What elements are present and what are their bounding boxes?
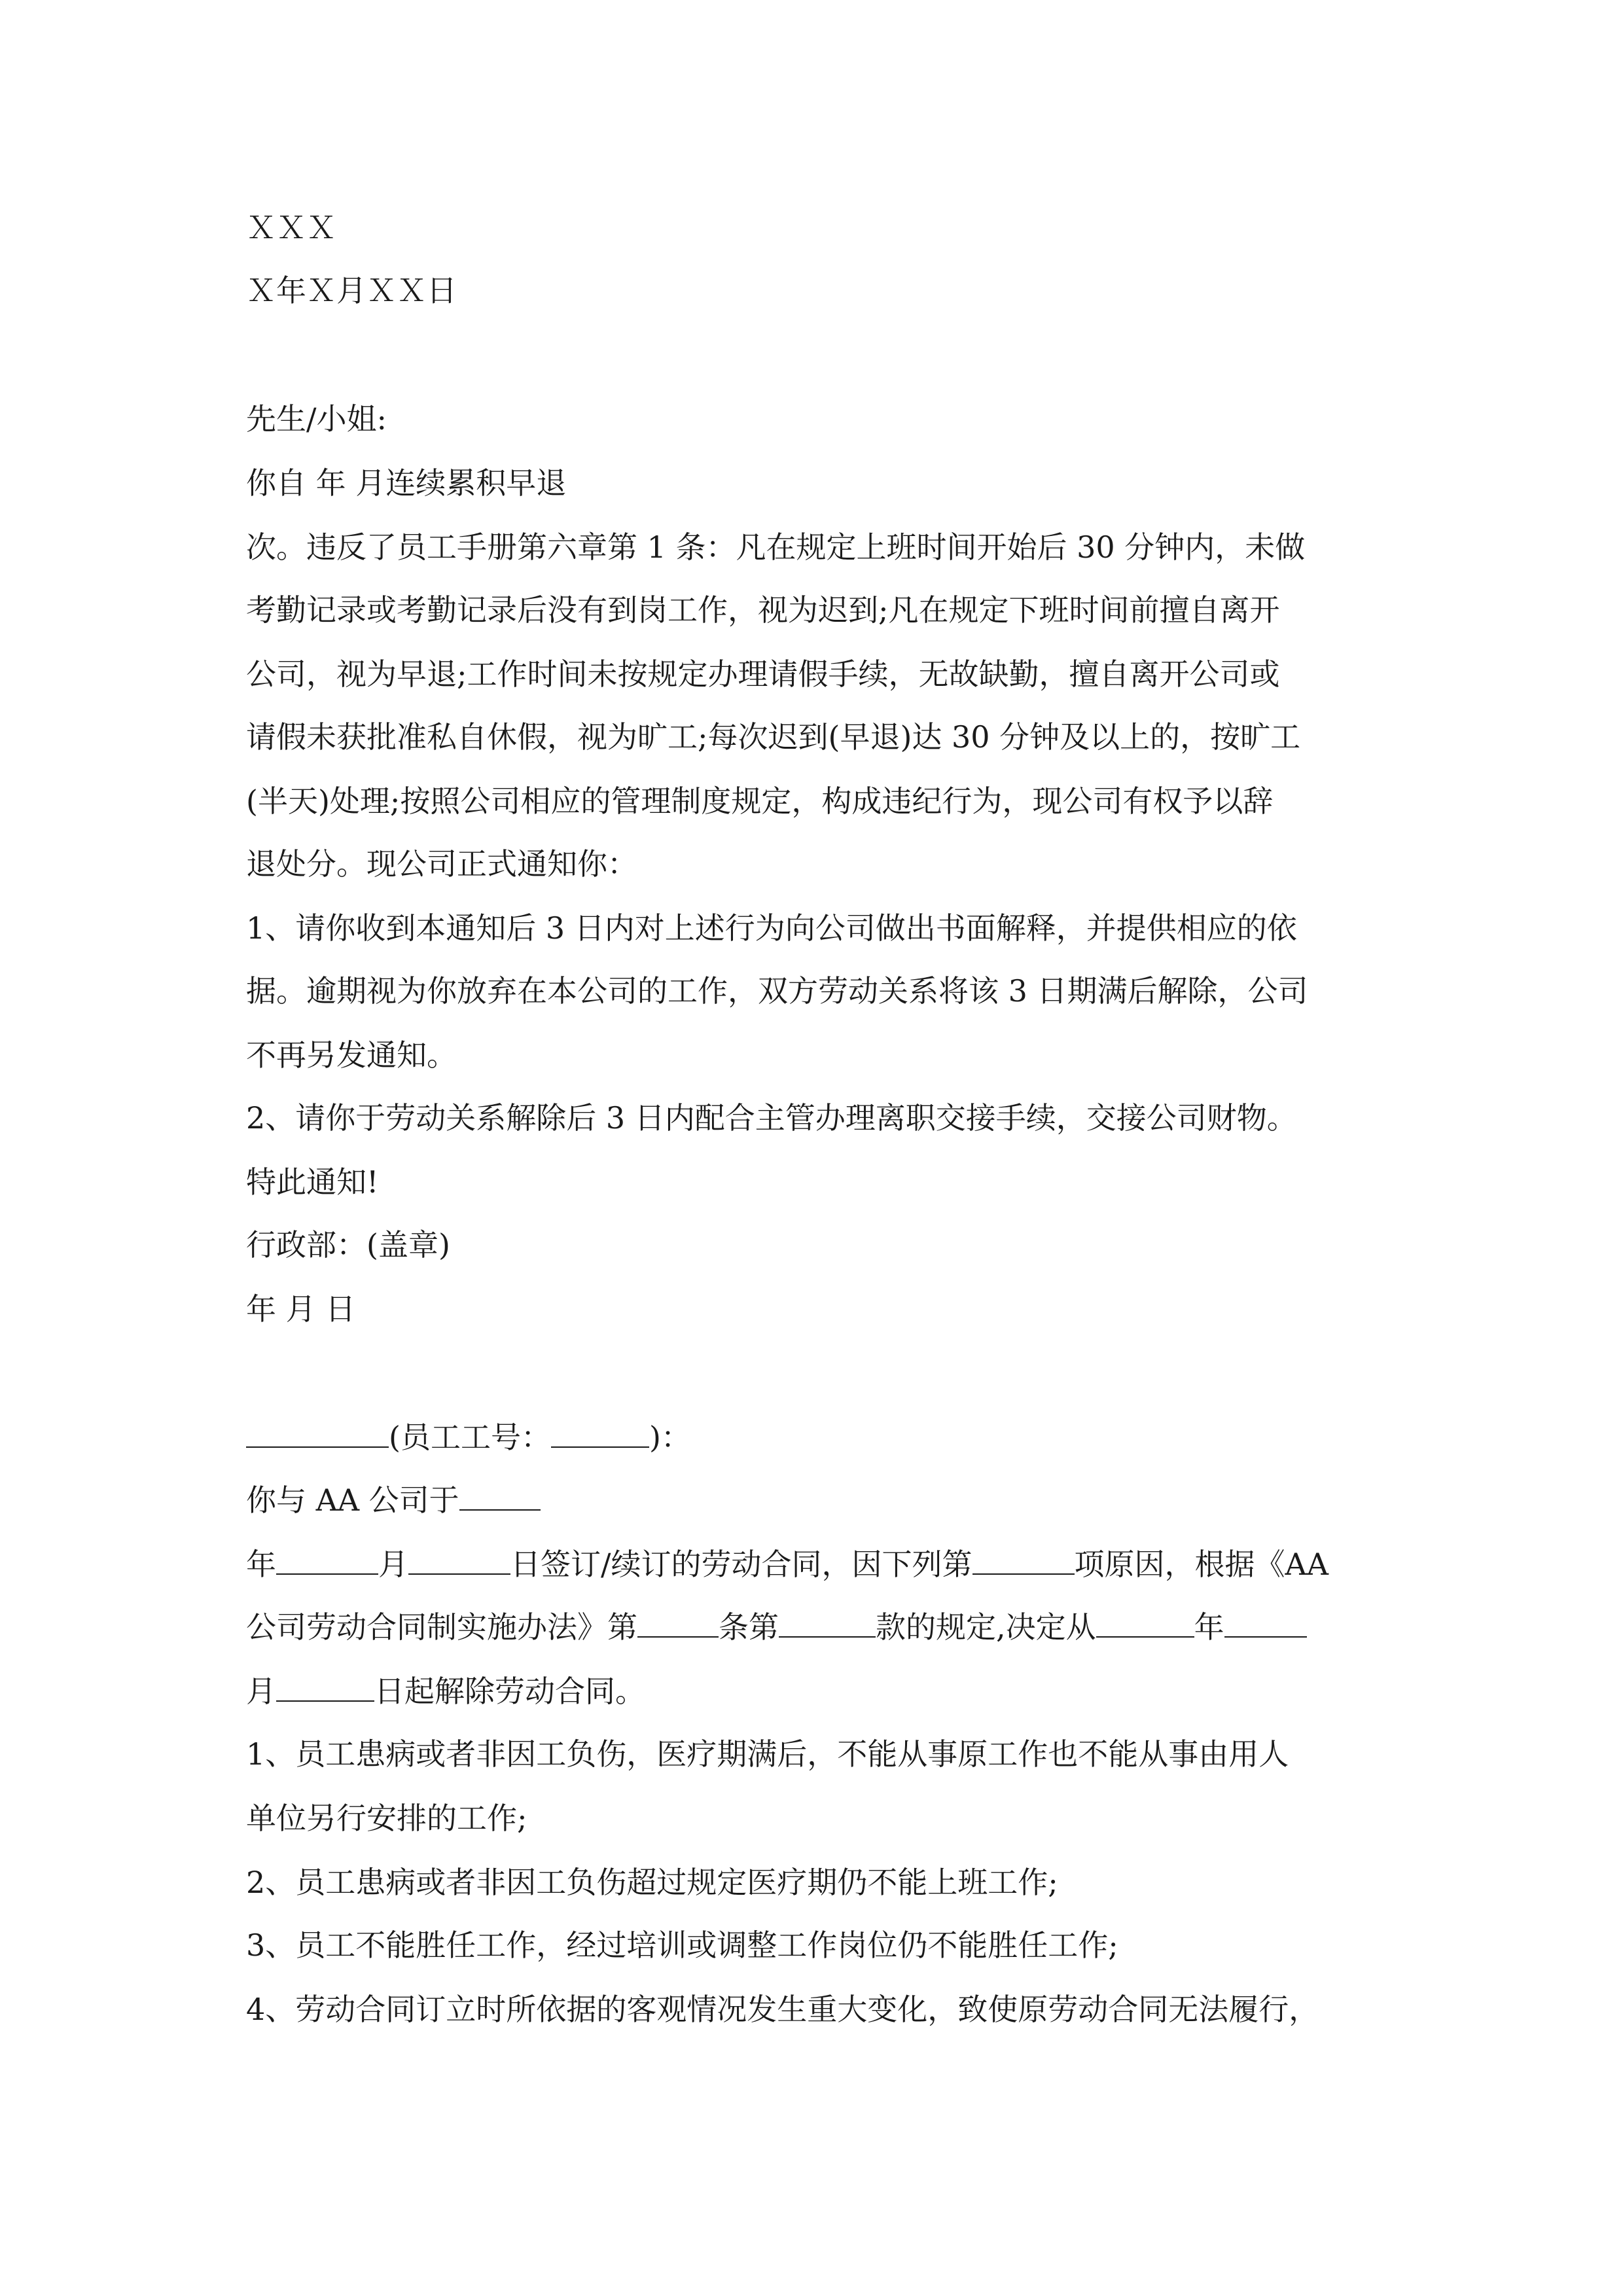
contract-text: 月 (246, 1674, 276, 1709)
contract-text: 公司劳动合同制实施办法》第 (246, 1609, 637, 1645)
blank-field (408, 1545, 510, 1575)
notice1-line: 你自 年 月连续累积早退 (246, 465, 567, 501)
employee-id-blank (551, 1418, 649, 1448)
contract-text: 日起解除劳动合同。 (374, 1674, 645, 1709)
contract-text: 项原因，根据《AA (1074, 1547, 1329, 1582)
employee-line (246, 1418, 691, 1457)
blank-field (972, 1545, 1075, 1575)
blank-field (779, 1607, 876, 1638)
employee-name-blank (246, 1418, 389, 1448)
reason-item: 4、劳动合同订立时所依据的客观情况发生重大变化，致使原劳动合同无法履行， (246, 1992, 1319, 2027)
closing-text: 特此通知! (246, 1164, 379, 1200)
blank-field (459, 1480, 541, 1511)
signature-department: 行政部：(盖章) (246, 1227, 450, 1263)
contract-intro-text: 你与 AA 公司于 (246, 1482, 459, 1518)
contract-line (246, 1607, 1307, 1647)
reason-item: 单位另行安排的工作; (246, 1801, 527, 1836)
contract-line (246, 1545, 1329, 1584)
salutation: 先生/小姐: (246, 401, 387, 437)
notice1-line: 公司，视为早退;工作时间未按规定办理请假手续，无故缺勤，擅自离开公司或 (246, 656, 1280, 692)
header-date: Ｘ年Ｘ月ＸＸ日 (246, 273, 457, 308)
contract-text: 年 (246, 1547, 276, 1582)
signature-date: 年 月 日 (246, 1291, 356, 1327)
notice1-line: (半天)处理;按照公司相应的管理制度规定，构成违纪行为，现公司有权予以辞 (246, 783, 1274, 819)
notice1-line: 考勤记录或考勤记录后没有到岗工作，视为迟到;凡在规定下班时间前擅自离开 (246, 592, 1280, 628)
contract-line (246, 1672, 645, 1711)
contract-text: 年 (1194, 1609, 1224, 1645)
contract-intro-line (246, 1480, 541, 1520)
contract-text: 款的规定,决定从 (876, 1609, 1096, 1645)
notice1-item: 2、请你于劳动关系解除后 3 日内配合主管办理离职交接手续，交接公司财物。 (246, 1100, 1297, 1136)
contract-text: 条第 (719, 1609, 779, 1645)
employee-id-label: (员工工号： (389, 1420, 551, 1455)
sender-name: ＸＸＸ (246, 210, 336, 245)
notice1-item: 1、请你收到本通知后 3 日内对上述行为向公司做出书面解释，并提供相应的依 (246, 910, 1297, 946)
contract-text: 月 (378, 1547, 408, 1582)
notice1-item: 据。逾期视为你放弃在本公司的工作，双方劳动关系将该 3 日期满后解除，公司 (246, 973, 1308, 1009)
notice1-item: 不再另发通知。 (246, 1037, 457, 1073)
notice1-line: 退处分。现公司正式通知你： (246, 846, 637, 882)
blank-field (1224, 1607, 1307, 1638)
notice1-line: 次。违反了员工手册第六章第 1 条：凡在规定上班时间开始后 30 分钟内，未做 (246, 529, 1306, 565)
notice1-line: 请假未获批准私自休假，视为旷工;每次迟到(早退)达 30 分钟及以上的，按旷工 (246, 719, 1301, 755)
blank-field (276, 1545, 378, 1575)
reason-item: 1、员工患病或者非因工负伤，医疗期满后，不能从事原工作也不能从事由用人 (246, 1736, 1289, 1772)
reason-item: 2、员工患病或者非因工负伤超过规定医疗期仍不能上班工作; (246, 1865, 1058, 1900)
blank-field (637, 1607, 719, 1638)
blank-field (1096, 1607, 1194, 1638)
employee-line-end: )： (649, 1420, 691, 1455)
contract-text: 日签订/续订的劳动合同，因下列第 (510, 1547, 972, 1582)
blank-field (276, 1672, 374, 1702)
reason-item: 3、员工不能胜任工作，经过培训或调整工作岗位仍不能胜任工作; (246, 1928, 1118, 1963)
